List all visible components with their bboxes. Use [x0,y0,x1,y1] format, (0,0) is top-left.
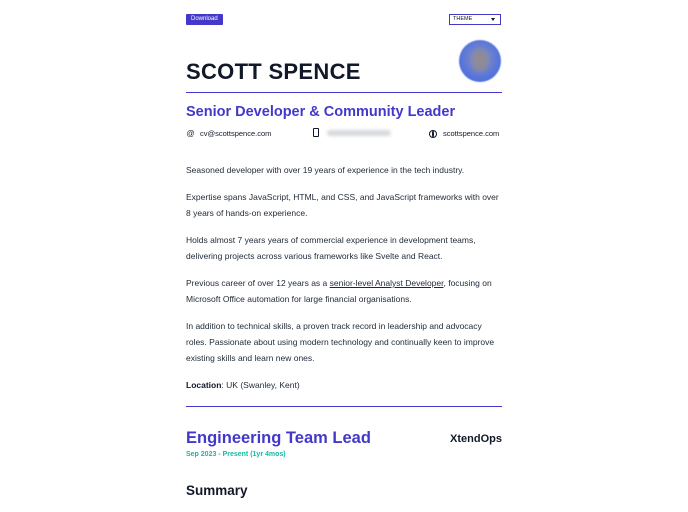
intro-paragraph-1: Seasoned developer with over 19 years of experience in the tech industry. [186,165,465,175]
contact-website[interactable] [429,128,499,140]
intro-p4-text-start: Previous career of over 12 years as a [186,278,330,288]
analyst-developer-link[interactable]: senior-level Analyst Developer [329,278,444,288]
company-name: XtendOps [450,433,502,445]
job-dates: Sep 2023 - Present (1yr 4mos) [186,451,286,458]
location-label: Location [186,380,222,390]
email-text: cv@scottspence.com [200,129,272,138]
intro-paragraph-4 [186,275,502,307]
website-text: scottspence.com [443,129,500,138]
intro-paragraph-2: Expertise spans JavaScript, HTML, and CSS, and JavaScript frameworks with over 8 years of hands-on experience. [186,192,499,218]
theme-select-value: THEME [453,16,473,22]
section-divider [186,406,502,407]
at-icon: @ [186,129,195,138]
location-value: : UK (Swanley, Kent) [221,380,300,390]
contact-email[interactable] [186,128,271,140]
header-divider [186,92,502,93]
avatar-face [472,49,488,71]
intro-p4-text-end: , focusing on Microsoft Office automation for large financial organisations. [186,278,492,304]
intro-paragraph-3: Holds almost 7 years years of commercial experience in development teams, delivering projects across various frameworks like Svelte and React. [186,235,476,261]
job-title: Engineering Team Lead [186,429,371,447]
download-button[interactable]: Download [186,14,223,25]
location-line [186,377,502,393]
summary-heading: Summary [186,483,248,498]
phone-redacted [327,130,391,136]
intro-paragraph-5: In addition to technical skills, a proven track record in leadership and advocacy roles. Passionate about using modern technology and continually keen to improve existing skills and learn new ones. [186,321,495,363]
page-title: SCOTT SPENCE [186,59,361,84]
avatar [459,40,501,82]
contact-phone[interactable] [313,128,391,137]
job-headline: Senior Developer & Community Leader [186,104,456,120]
theme-select[interactable] [449,14,501,25]
globe-icon [429,130,437,138]
chevron-down-icon [491,18,495,21]
phone-icon [313,128,319,137]
